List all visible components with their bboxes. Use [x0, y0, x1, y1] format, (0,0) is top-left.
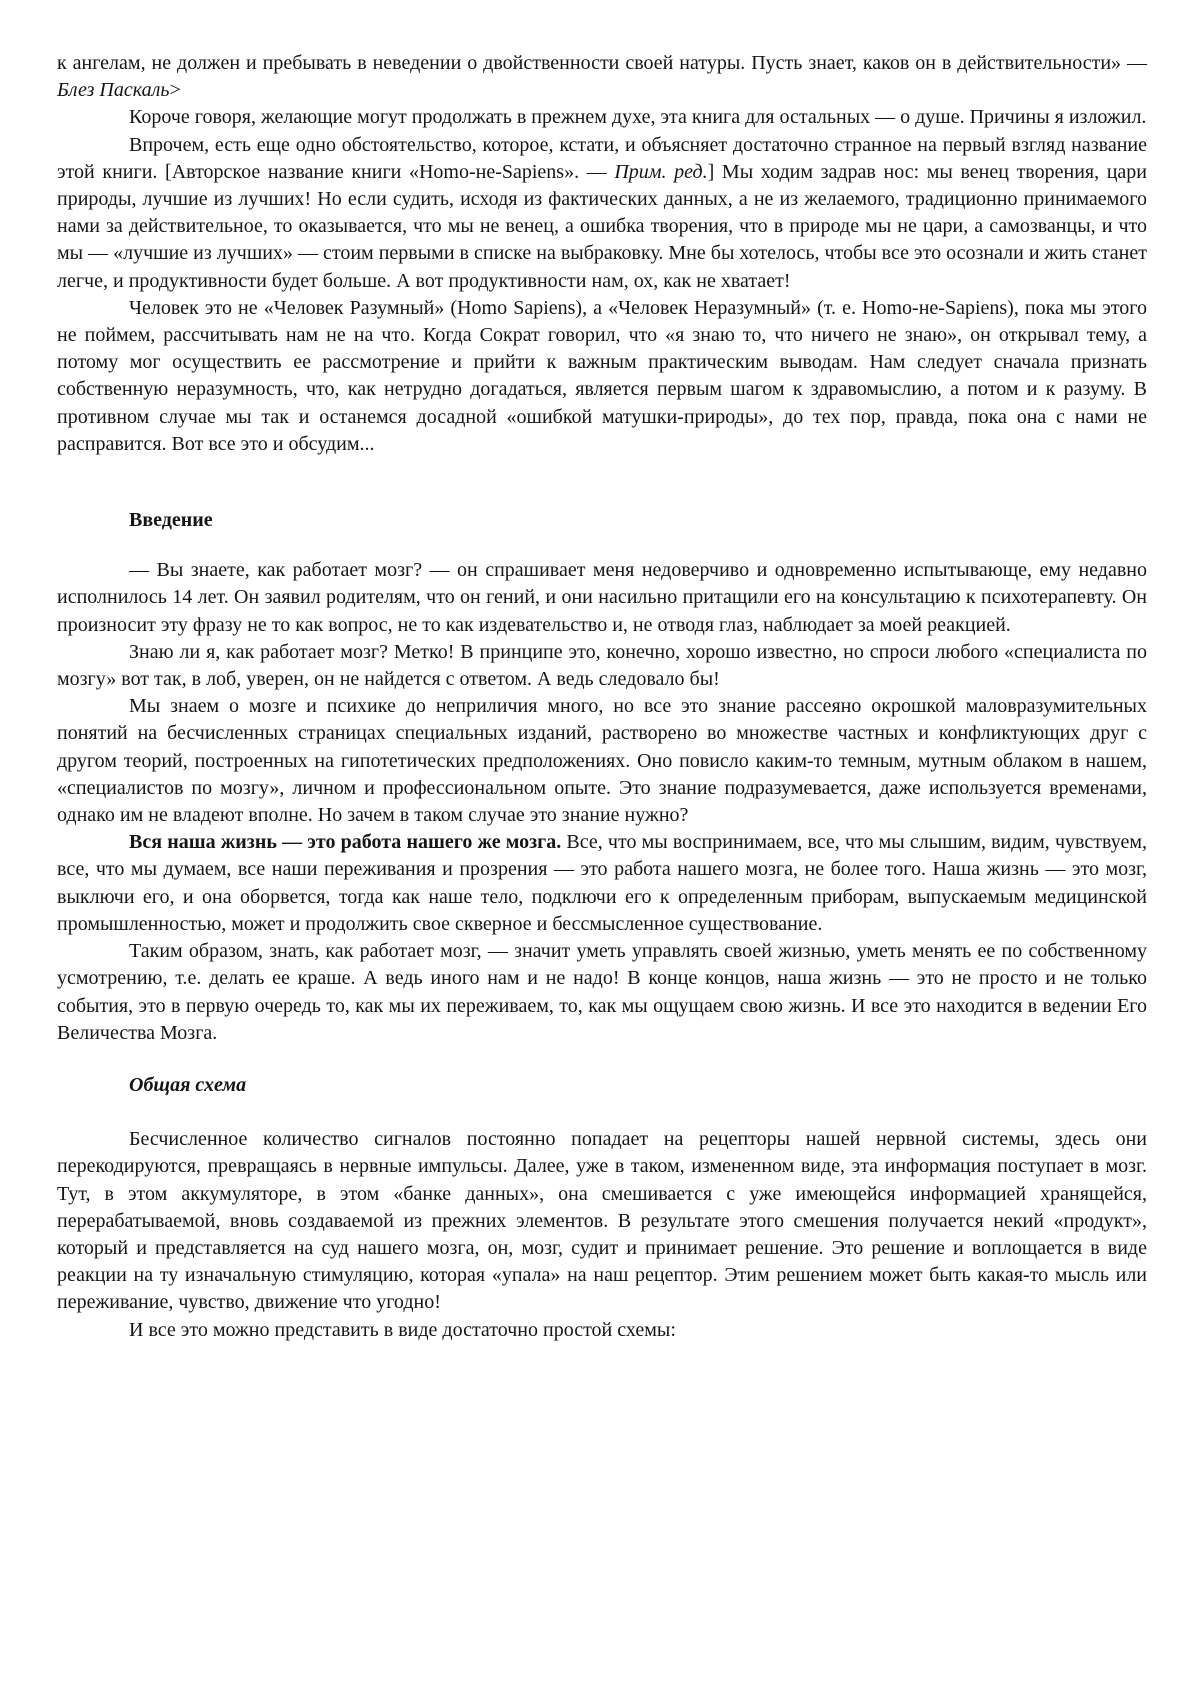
spacer — [57, 458, 1147, 507]
paragraph: Человек это не «Человек Разумный» (Homo Sapiens), а «Человек Неразумный» (т. е. Homo-не-Sapiens), пока мы этого не поймем, рассчитывать нам не на что. Когда Сократ говорил, что «я знаю то, что ничего не знаю», он открывал тему, а потому мог осуществить ее рассмотрение и прийти к важным практическим выводам. Нам следует сначала признать собственную неразумность, что, как нетрудно догадаться, является первым шагом к здравомыслию, а потом и к разуму. В противном случае мы так и останемся досадной «ошибкой матушки-природы», до тех пор, правда, пока она с нами не расправится. Вот все это и обсудим... — [57, 296, 1147, 455]
paragraph: Знаю ли я, как работает мозг? Метко! В принципе это, конечно, хорошо известно, но спроси любого «специалиста по мозгу» вот так, в лоб, уверен, он не найдется с ответом. А ведь следовало бы! — [57, 640, 1147, 691]
paragraph-text: Все, что мы воспринимаем, все, что мы слышим, видим, чувствуем, все, что мы думаем, все наши переживания и прозрения — это работа нашего мозга, не более того. Наша жизнь — это мозг, выключи его, и она оборвется, тогда как наше тело, подключи его к определенным приборам, выпускаемым медицинской промышленностью, может и продолжить свое скверное и бессмысленное существование. — [57, 831, 1147, 935]
paragraph: Таким образом, знать, как работает мозг, — значит уметь управлять своей жизнью, уметь менять ее по собственному усмотрению, т.е. делать ее краше. А ведь иного нам и не надо! В конце концов, наша жизнь — это не просто и не только события, это в первую очередь то, как мы их переживаем, то, как мы ощущаем свою жизнь. И все это находится в ведении Его Величества Мозга. — [57, 940, 1147, 1044]
section-heading-general-scheme: Общая схема — [129, 1073, 247, 1096]
paragraph-quote-end — [57, 50, 1147, 104]
paragraph: Мы знаем о мозге и психике до неприличия много, но все это знание рассеяно окрошкой маловразумительных понятий на бесчисленных страницах специальных изданий, растворено во множестве частных и конфликтующих друг с другом теорий, построенных на гипотетических предположениях. Оно повисло каким-то темным, мутным облаком в нашем, «специалистов по мозгу», личном и профессиональном опыте. Это знание подразумевается, даже используется временами, однако им не владеют вполне. Но зачем в таком случае это знание нужно? — [57, 695, 1147, 827]
quote-text: к ангелам, не должен и пребывать в неведении о двойственности своей натуры. Пусть знает, каков он в действительности» — — [57, 52, 1147, 74]
paragraph — [57, 132, 1147, 295]
paragraph: И все это можно представить в виде достаточно простой схемы: — [129, 1318, 676, 1341]
paragraph: Бесчисленное количество сигналов постоянно попадает на рецепторы нашей нервной системы, здесь они перекодируются, превращаясь в нервные импульсы. Далее, уже в таком, измененном виде, эта информация поступает в мозг. Тут, в этом аккумуляторе, в этом «банке данных», она смешивается с уже имеющейся информацией хранящейся, перерабатываемой, вновь создаваемой из прежних элементов. В результате этого смешения получается некий «продукт», который и представляется на суд нашего мозга, он, мозг, судит и принимает решение. Это решение и воплощается в виде реакции на ту изначальную стимуляцию, которая «упала» на наш рецептор. Этим решением может быть какая-то мысль или переживание, чувство, движение что угодно! — [57, 1128, 1147, 1314]
editor-note: Прим. ред. — [614, 160, 708, 183]
paragraph-text: Впрочем, есть еще одно обстоятельство, которое, кстати, и объясняет достаточно странное на первый взгляд название этой книги. [Авторское название книги «Homo-не-Sapiens». — — [57, 133, 1147, 183]
spacer — [57, 534, 1147, 557]
spacer — [57, 1047, 1147, 1072]
section-heading-introduction: Введение — [129, 509, 213, 532]
quote-author: Блез Паскаль — [57, 79, 170, 102]
quote-close: > — [169, 79, 181, 102]
spacer — [57, 1099, 1147, 1126]
bold-statement: Вся наша жизнь — это работа нашего же мозга. — [129, 831, 562, 854]
document-page — [57, 50, 1147, 1344]
paragraph — [57, 829, 1147, 938]
paragraph: — Вы знаете, как работает мозг? — он спрашивает меня недоверчиво и одновременно испытывающе, ему недавно исполнилось 14 лет. Он заявил родителям, что он гений, и они насильно притащили его на консультацию к психотерапевту. Он произносит эту фразу не то как вопрос, не то как издевательство и, не отводя глаз, наблюдает за моей реакцией. — [57, 559, 1147, 636]
paragraph-text: ] Мы ходим задрав нос: мы венец творения, цари природы, лучшие из лучших! Но если судить, исходя из фактических данных, а не из желаемого, традиционно принимаемого нами за действительное, то оказывается, что мы не венец, а ошибка творения, что в природе мы не цари, а самозванцы, и что мы — «лучшие из лучших» — стоим первыми в списке на выбраковку. Мне бы хотелось, чтобы все это осознали и жить станет легче, и продуктивности будет больше. А вот продуктивности нам, ох, как не хватает! — [57, 160, 1147, 292]
paragraph: Короче говоря, желающие могут продолжать в прежнем духе, эта книга для остальных — о душе. Причины я изложил. — [129, 106, 1147, 129]
